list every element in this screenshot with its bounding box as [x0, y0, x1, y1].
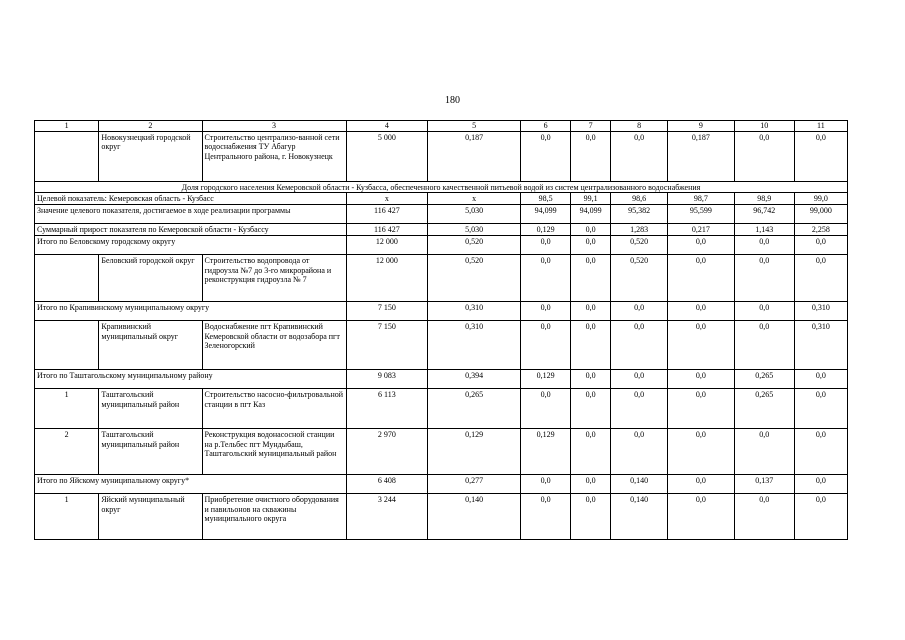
value-cell: 0,265 [734, 389, 794, 429]
value-cell: 0,0 [734, 236, 794, 255]
header-cell: 7 [571, 121, 611, 132]
row-label: Целевой показатель: Кемеровская область - Кузбасс [35, 193, 347, 205]
value-cell: 0,140 [428, 494, 521, 540]
header-row [35, 121, 848, 132]
value-cell: 0,520 [428, 236, 521, 255]
value-cell: 0,277 [428, 475, 521, 494]
value-cell: 9 083 [346, 370, 428, 389]
value-cell: 3 244 [346, 494, 428, 540]
header-cell: 3 [202, 121, 346, 132]
value-cell: 0,217 [668, 224, 734, 236]
value-cell: 96,742 [734, 205, 794, 224]
value-cell: 12 000 [346, 236, 428, 255]
value-cell: 0,140 [611, 475, 668, 494]
value-cell: 0,0 [611, 370, 668, 389]
header-cell: 5 [428, 121, 521, 132]
header-cell: 10 [734, 121, 794, 132]
value-cell: 0,265 [734, 370, 794, 389]
municipality-cell: Новокузнецкий городской округ [99, 131, 202, 181]
section-row [35, 181, 848, 193]
row-number [35, 131, 99, 181]
row-number: 2 [35, 429, 99, 475]
header-cell: 1 [35, 121, 99, 132]
value-cell: 0,0 [571, 255, 611, 302]
table-row [35, 131, 848, 181]
municipality-cell: Таштагольский муниципальный район [99, 389, 202, 429]
value-cell: 0,0 [611, 389, 668, 429]
value-cell: 98,9 [734, 193, 794, 205]
header-cell: 8 [611, 121, 668, 132]
value-cell: 0,0 [668, 255, 734, 302]
value-cell: 0,0 [611, 302, 668, 321]
value-cell: 0,0 [668, 475, 734, 494]
value-cell: 0,0 [734, 255, 794, 302]
value-cell: 5,030 [428, 224, 521, 236]
value-cell: 0,0 [794, 494, 847, 540]
value-cell: 7 150 [346, 321, 428, 370]
value-cell: 0,0 [794, 475, 847, 494]
value-cell: 99,000 [794, 205, 847, 224]
header-cell: 11 [794, 121, 847, 132]
row-label: Итого по Беловскому городскому округу [35, 236, 347, 255]
value-cell: 0,0 [734, 494, 794, 540]
value-cell: 0,310 [794, 302, 847, 321]
value-cell: 0,0 [734, 429, 794, 475]
header-cell: 9 [668, 121, 734, 132]
total-row [35, 475, 848, 494]
value-cell: 0,0 [794, 255, 847, 302]
value-cell: 2 970 [346, 429, 428, 475]
value-cell: 98,6 [611, 193, 668, 205]
value-cell: 0,520 [611, 236, 668, 255]
value-cell: 0,0 [521, 321, 571, 370]
value-cell: 0,310 [794, 321, 847, 370]
value-cell: 95,599 [668, 205, 734, 224]
table-row [35, 205, 848, 224]
municipality-cell: Таштагольский муниципальный район [99, 429, 202, 475]
value-cell: х [346, 193, 428, 205]
data-table [34, 120, 848, 540]
value-cell: 99,1 [571, 193, 611, 205]
value-cell: 0,0 [668, 429, 734, 475]
value-cell: 0,520 [611, 255, 668, 302]
row-label: Итого по Таштагольскому муниципальному району [35, 370, 347, 389]
value-cell: 0,0 [611, 131, 668, 181]
value-cell: 0,0 [571, 302, 611, 321]
row-number [35, 255, 99, 302]
section-title: Доля городского населения Кемеровской области - Кузбасса, обеспеченного качественной питьевой водой из систем централизованного водоснабжения [35, 181, 848, 193]
value-cell: 0,0 [668, 302, 734, 321]
value-cell: 0,0 [521, 236, 571, 255]
value-cell: 116 427 [346, 224, 428, 236]
value-cell: 0,520 [428, 255, 521, 302]
row-number [35, 321, 99, 370]
value-cell: 1,143 [734, 224, 794, 236]
value-cell: 0,0 [571, 131, 611, 181]
municipality-cell: Яйский муниципальный округ [99, 494, 202, 540]
value-cell: 0,0 [794, 370, 847, 389]
value-cell: 0,0 [521, 131, 571, 181]
header-cell: 6 [521, 121, 571, 132]
value-cell: 0,0 [794, 236, 847, 255]
project-cell: Приобретение очистного оборудования и павильонов на скважины муниципального округа [202, 494, 346, 540]
value-cell: 0,0 [734, 131, 794, 181]
value-cell: 0,129 [521, 370, 571, 389]
table-row [35, 193, 848, 205]
value-cell: 0,265 [428, 389, 521, 429]
value-cell: 0,0 [668, 370, 734, 389]
value-cell: 0,187 [668, 131, 734, 181]
value-cell: 0,0 [521, 302, 571, 321]
value-cell: 0,0 [521, 389, 571, 429]
total-row [35, 370, 848, 389]
value-cell: 12 000 [346, 255, 428, 302]
value-cell: 0,0 [571, 370, 611, 389]
table-row [35, 255, 848, 302]
municipality-cell: Беловский городской округ [99, 255, 202, 302]
value-cell: 94,099 [521, 205, 571, 224]
project-cell: Строительство насосно-фильтровальной станции в пгт Каз [202, 389, 346, 429]
value-cell: 0,140 [611, 494, 668, 540]
value-cell: 0,187 [428, 131, 521, 181]
value-cell: 0,0 [668, 494, 734, 540]
value-cell: 5,030 [428, 205, 521, 224]
value-cell: 0,0 [734, 302, 794, 321]
row-number: 1 [35, 389, 99, 429]
table-row [35, 224, 848, 236]
row-label: Итого по Крапивинскому муниципальному округу [35, 302, 347, 321]
value-cell: 0,310 [428, 302, 521, 321]
value-cell: 0,137 [734, 475, 794, 494]
value-cell: 0,0 [794, 429, 847, 475]
value-cell: 0,0 [571, 321, 611, 370]
value-cell: 0,0 [521, 475, 571, 494]
row-number: 1 [35, 494, 99, 540]
value-cell: 0,0 [571, 494, 611, 540]
value-cell: 116 427 [346, 205, 428, 224]
value-cell: 94,099 [571, 205, 611, 224]
value-cell: 0,129 [428, 429, 521, 475]
table-row [35, 321, 848, 370]
project-cell: Строительство водопровода от гидроузла №7 до 3-го микрорайона и реконструкция гидроузла № 7 [202, 255, 346, 302]
row-label: Итого по Яйскому муниципальному округу* [35, 475, 347, 494]
header-cell: 4 [346, 121, 428, 132]
value-cell: 99,0 [794, 193, 847, 205]
value-cell: 0,129 [521, 224, 571, 236]
value-cell: 0,0 [611, 429, 668, 475]
table-row [35, 494, 848, 540]
value-cell: 0,0 [521, 255, 571, 302]
row-label: Суммарный прирост показателя по Кемеровской области - Кузбассу [35, 224, 347, 236]
value-cell: 0,0 [571, 429, 611, 475]
value-cell: 95,382 [611, 205, 668, 224]
value-cell: 0,0 [521, 494, 571, 540]
row-label: Значение целевого показателя, достигаемое в ходе реализации программы [35, 205, 347, 224]
page-number: 180 [445, 95, 460, 106]
project-cell: Реконструкция водонасосной станции на р.Тельбес пгт Мундыбаш, Таштагольский муниципальный район [202, 429, 346, 475]
municipality-cell: Крапивинский муниципальный округ [99, 321, 202, 370]
value-cell: 1,283 [611, 224, 668, 236]
table-row [35, 389, 848, 429]
value-cell: 0,0 [668, 389, 734, 429]
project-cell: Строительство централизо-ванной сети водоснабжения ТУ Абагур Центрального района, г. Новокузнецк [202, 131, 346, 181]
total-row [35, 302, 848, 321]
value-cell: 0,0 [571, 236, 611, 255]
value-cell: 98,5 [521, 193, 571, 205]
value-cell: 0,0 [794, 131, 847, 181]
value-cell: 6 113 [346, 389, 428, 429]
value-cell: 0,129 [521, 429, 571, 475]
value-cell: 0,0 [668, 236, 734, 255]
value-cell: х [428, 193, 521, 205]
value-cell: 0,0 [571, 224, 611, 236]
value-cell: 6 408 [346, 475, 428, 494]
value-cell: 0,0 [571, 389, 611, 429]
value-cell: 0,0 [668, 321, 734, 370]
table-row [35, 429, 848, 475]
value-cell: 0,0 [734, 321, 794, 370]
value-cell: 0,394 [428, 370, 521, 389]
value-cell: 2,258 [794, 224, 847, 236]
value-cell: 0,310 [428, 321, 521, 370]
value-cell: 98,7 [668, 193, 734, 205]
value-cell: 5 000 [346, 131, 428, 181]
total-row [35, 236, 848, 255]
header-cell: 2 [99, 121, 202, 132]
value-cell: 0,0 [611, 321, 668, 370]
value-cell: 0,0 [571, 475, 611, 494]
value-cell: 0,0 [794, 389, 847, 429]
project-cell: Водоснабжение пгт Крапивинский Кемеровской области от водозабора пгт Зеленогорский [202, 321, 346, 370]
value-cell: 7 150 [346, 302, 428, 321]
